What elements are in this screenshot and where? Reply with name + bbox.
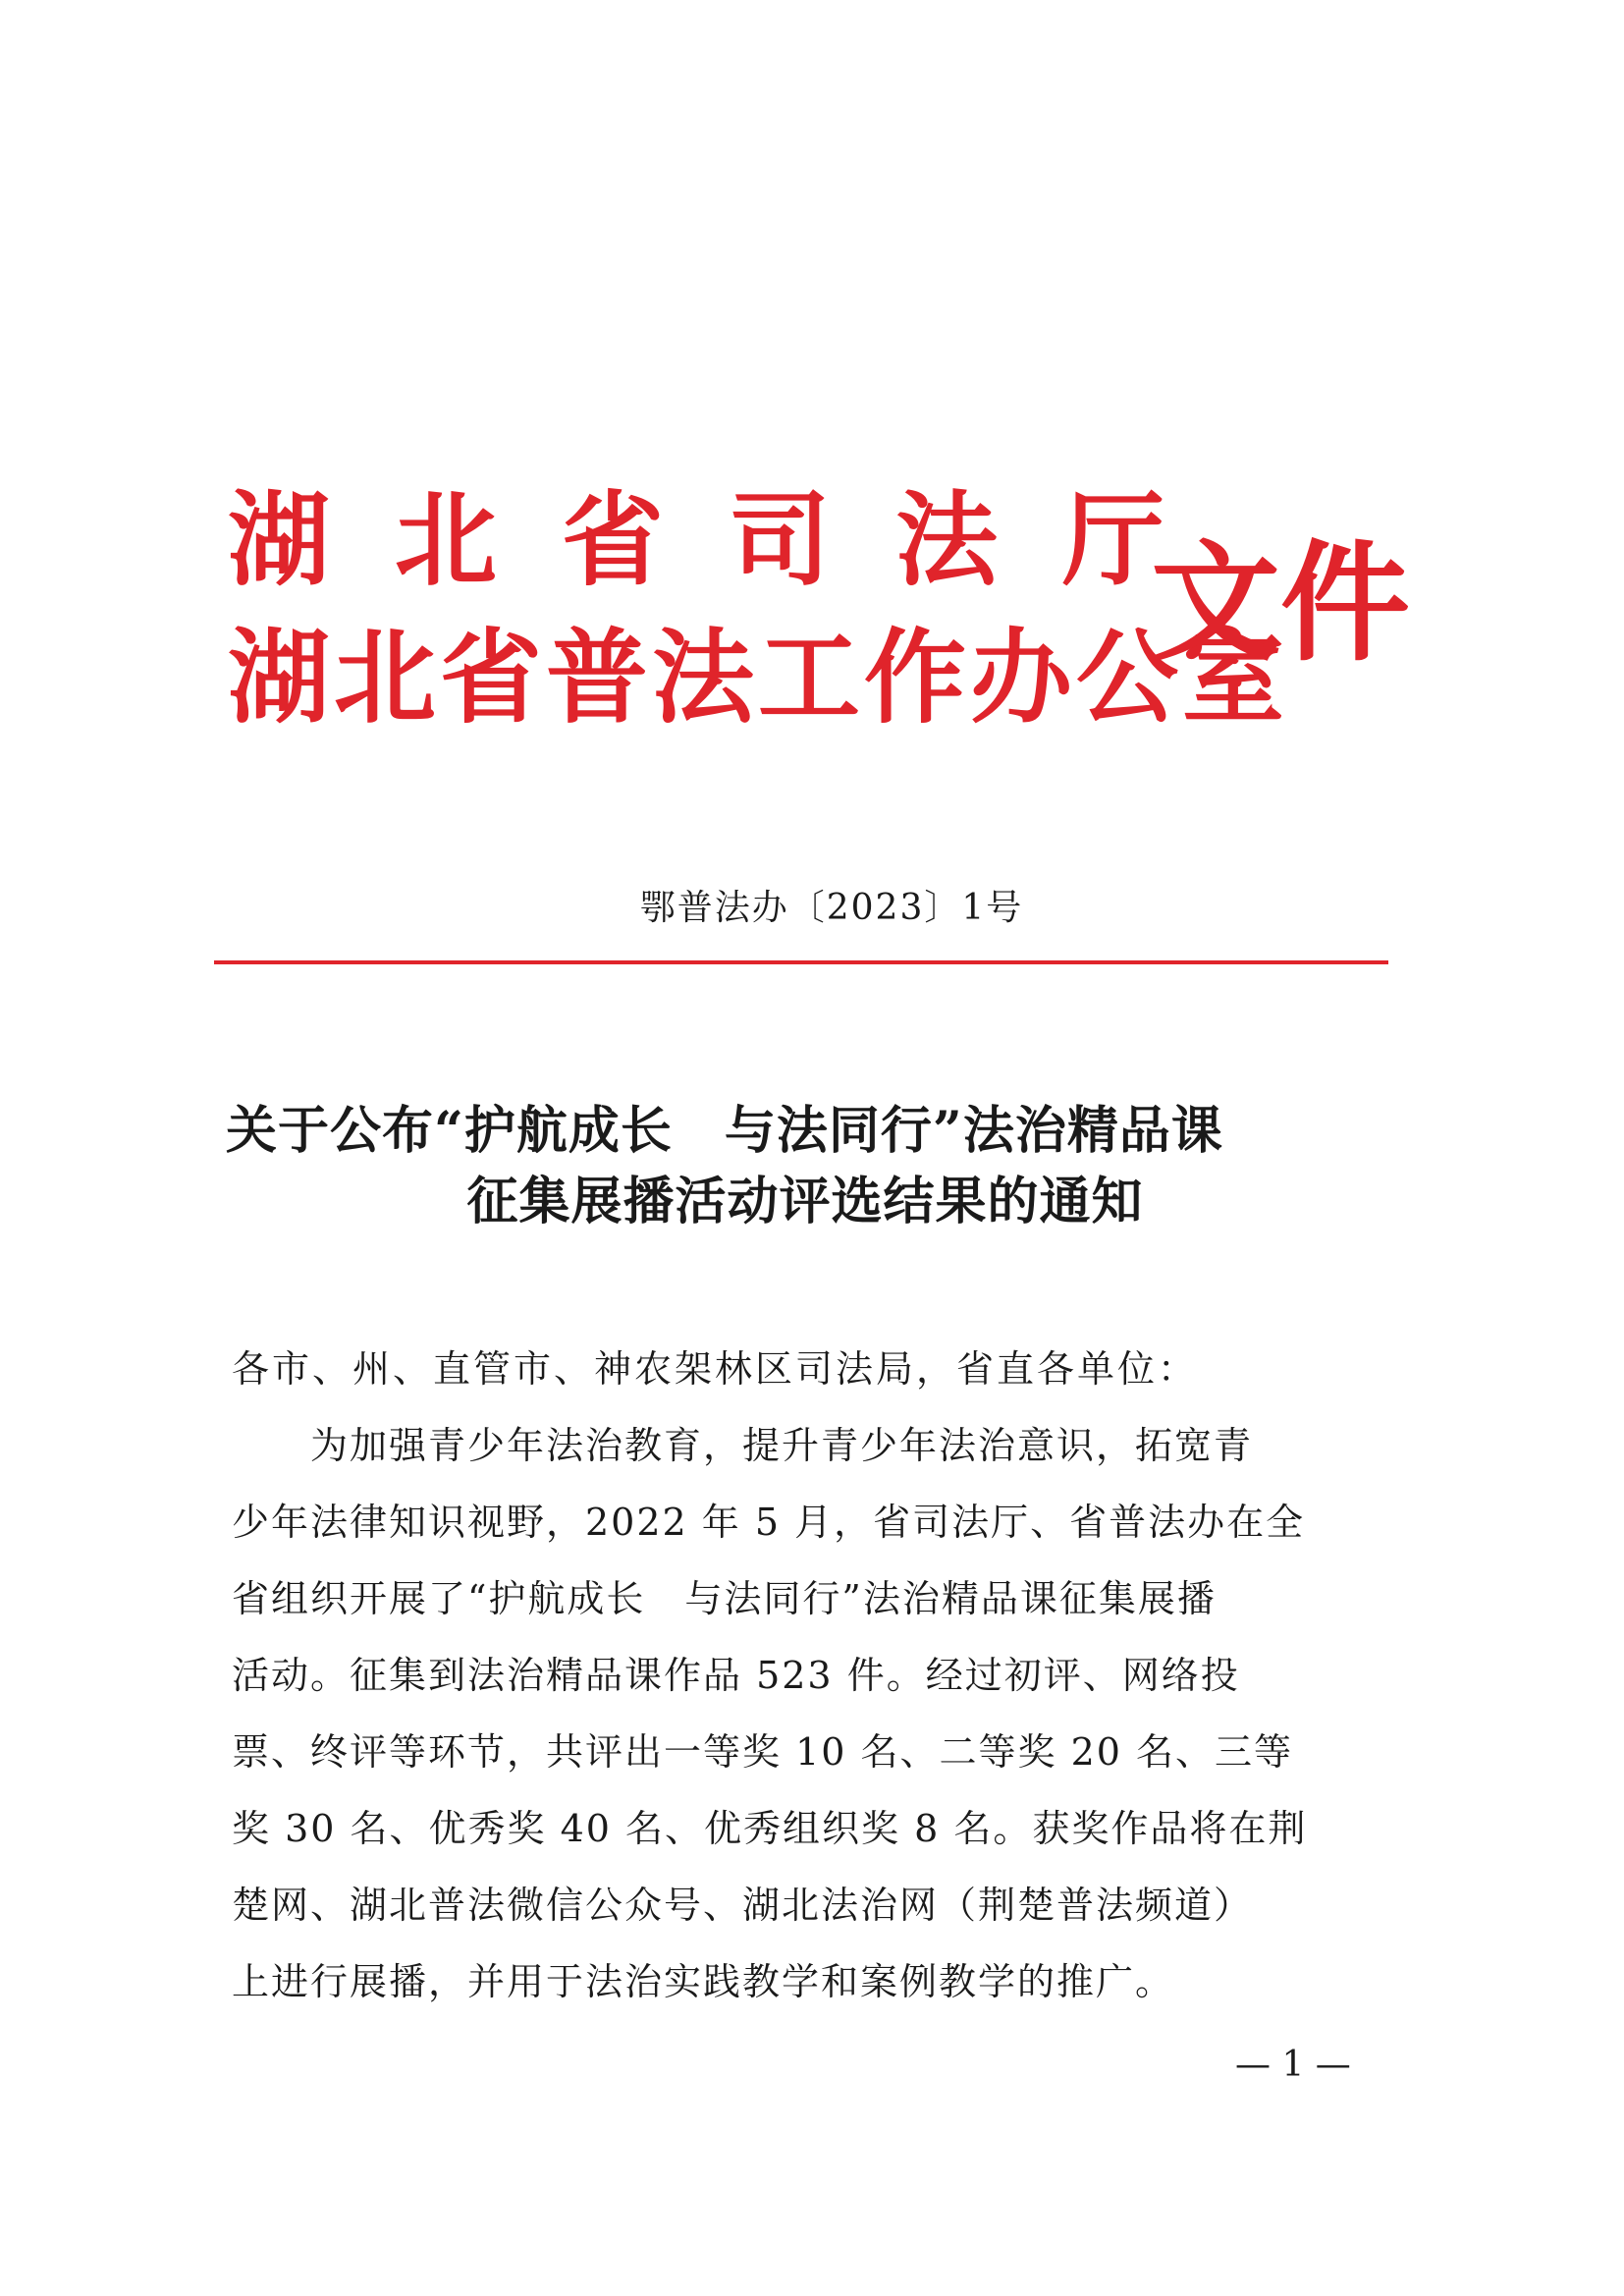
- body-line: 少年法律知识视野，2022 年 5 月，省司法厅、省普法办在全: [232, 1501, 1306, 1544]
- page-number: — 1 —: [1235, 2045, 1351, 2085]
- body-line: 活动。征集到法治精品课作品 523 件。经过初评、网络投: [232, 1654, 1240, 1697]
- red-letterhead: [228, 479, 1410, 756]
- letterhead-doc-type: 文件: [1151, 527, 1410, 680]
- document-number-row: [0, 880, 1624, 930]
- body-line: 上进行展播，并用于法治实践教学和案例教学的推广。: [232, 1960, 1175, 2003]
- title-line-2: 征集展播活动评选结果的通知: [466, 1172, 1144, 1231]
- body-line: 奖 30 名、优秀奖 40 名、优秀组织奖 8 名。获奖作品将在荆: [232, 1807, 1308, 1850]
- document-title: [226, 1096, 1404, 1237]
- document-number: 鄂普法办〔2023〕1号: [639, 888, 1024, 928]
- body-line: 楚网、湖北普法微信公众号、湖北法治网（荆楚普法频道）: [232, 1884, 1254, 1927]
- document-body: [232, 1331, 1380, 2020]
- salutation: 各市、州、直管市、神农架林区司法局，省直各单位：: [232, 1347, 1199, 1391]
- title-line-1: 关于公布“护航成长 与法同行”法治精品课: [226, 1101, 1223, 1161]
- letterhead-org-2: 湖北省普法工作办公室: [228, 617, 1289, 738]
- red-divider-line: [214, 960, 1388, 964]
- body-line: 省组织开展了“护航成长 与法同行”法治精品课征集展播: [232, 1577, 1217, 1620]
- body-line: 票、终评等环节，共评出一等奖 10 名、二等奖 20 名、三等: [232, 1730, 1294, 1774]
- body-line: 为加强青少年法治教育，提升青少年法治意识，拓宽青: [232, 1424, 1254, 1467]
- letterhead-org-1: 湖北省司法厅: [228, 479, 1230, 600]
